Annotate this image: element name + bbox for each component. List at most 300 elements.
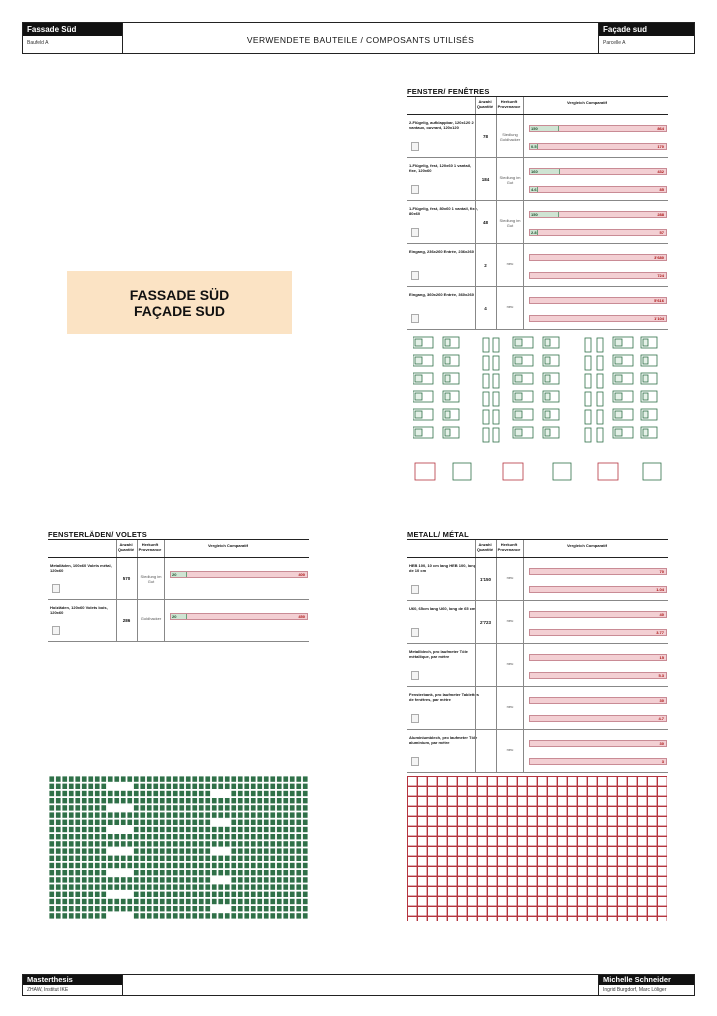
header-center-title: VERWENDETE BAUTEILE / COMPOSANTS UTILISÉS xyxy=(246,35,475,45)
shutter-tile xyxy=(303,855,309,861)
shutter-tile xyxy=(270,790,276,796)
shutter-tile xyxy=(231,891,237,897)
shutter-tile xyxy=(199,862,205,868)
comparison-bar xyxy=(529,758,667,765)
footer-right-sub: Ingrid Burgdorf, Marc Löliger xyxy=(603,987,667,993)
metal-rail xyxy=(407,786,667,787)
shutter-tile xyxy=(147,834,153,840)
shutter-tile xyxy=(277,834,283,840)
shutter-tile xyxy=(153,848,159,854)
shutter-tile xyxy=(186,790,192,796)
row-name: Holzläden, 120x60 Volets bois, 120x60 xyxy=(50,605,108,615)
shutter-tile xyxy=(264,898,270,904)
component-icon xyxy=(411,271,419,280)
window-pane xyxy=(415,393,422,400)
row-provenance: neu xyxy=(506,660,514,666)
shutter-tile xyxy=(257,884,263,890)
shutter-tile xyxy=(101,898,107,904)
shutter-tile xyxy=(179,877,185,883)
shutter-tile xyxy=(147,826,153,832)
shutter-tile xyxy=(238,834,244,840)
row-provenance: Siedlung Goldhacker xyxy=(499,131,521,142)
header-right xyxy=(598,23,694,53)
shutter-tile xyxy=(166,834,172,840)
metal-post xyxy=(417,776,418,921)
metal-rail xyxy=(407,816,667,817)
shutter-tile xyxy=(127,798,133,804)
shutter-tile xyxy=(114,776,120,782)
shutter-tile xyxy=(296,819,302,825)
shutter-tile xyxy=(244,798,250,804)
shutter-tile xyxy=(173,855,179,861)
shutter-tile xyxy=(56,848,62,854)
metal-post xyxy=(597,776,598,921)
shutter-tile xyxy=(88,913,94,919)
component-icon xyxy=(411,714,419,723)
total-value: 70 xyxy=(659,569,664,574)
shutter-tile xyxy=(218,870,224,876)
shutter-tile xyxy=(49,877,55,883)
shutter-tile xyxy=(153,891,159,897)
shutter-tile xyxy=(296,826,302,832)
shutter-tile xyxy=(166,877,172,883)
shutter-tile xyxy=(82,790,88,796)
table-row xyxy=(407,687,668,730)
shutter-tile xyxy=(231,826,237,832)
shutter-tile xyxy=(160,884,166,890)
shutter-tile xyxy=(218,798,224,804)
shutter-tile xyxy=(186,848,192,854)
shutter-tile xyxy=(101,877,107,883)
shutter-tile xyxy=(192,812,198,818)
shutter-tile xyxy=(160,826,166,832)
shutter-tile xyxy=(49,798,55,804)
metal-post xyxy=(497,776,498,921)
shutter-tile xyxy=(283,848,289,854)
shutter-tile xyxy=(251,790,257,796)
shutter-tile xyxy=(199,776,205,782)
shutter-tile xyxy=(225,805,231,811)
shutter-tile xyxy=(205,798,211,804)
shutter-tile xyxy=(140,826,146,832)
shutter-tile xyxy=(179,862,185,868)
shutter-tile xyxy=(251,884,257,890)
shutter-tile xyxy=(290,819,296,825)
component-icon xyxy=(411,671,419,680)
row-provenance: neu xyxy=(506,746,514,752)
total-value: 450 xyxy=(298,614,305,619)
shutter-tile xyxy=(257,798,263,804)
shutter-tile xyxy=(140,834,146,840)
shutter-tile xyxy=(179,891,185,897)
shutter-tile xyxy=(49,855,55,861)
shutter-tile xyxy=(75,877,81,883)
shutter-tile xyxy=(62,826,68,832)
shutter-tile xyxy=(186,826,192,832)
shutter-tile xyxy=(160,805,166,811)
shutter-tile xyxy=(101,790,107,796)
shutter-tile xyxy=(88,855,94,861)
shutter-tile xyxy=(75,790,81,796)
shutter-tile xyxy=(283,906,289,912)
shutter-tile xyxy=(290,906,296,912)
shutter-tile xyxy=(212,870,218,876)
small-window xyxy=(597,356,603,370)
window-pane xyxy=(445,357,450,364)
total-value: 3'680 xyxy=(654,255,664,260)
window-pane xyxy=(445,393,450,400)
shutter-tile xyxy=(95,855,101,861)
shutter-tile xyxy=(251,841,257,847)
row-provenance: Siedlung im Gut xyxy=(499,217,521,228)
shutter-tile xyxy=(95,862,101,868)
shutter-tile xyxy=(88,819,94,825)
shutter-tile xyxy=(264,884,270,890)
window-pane xyxy=(515,411,522,418)
shutter-tile xyxy=(69,805,75,811)
shutter-tile xyxy=(238,783,244,789)
shutter-tile xyxy=(264,870,270,876)
shutter-tile xyxy=(82,884,88,890)
shutter-tile xyxy=(62,891,68,897)
window-pane xyxy=(545,339,550,346)
reuse-segment xyxy=(530,230,538,235)
header-left-sub: Baufeld A xyxy=(27,40,49,46)
shutter-tile xyxy=(283,898,289,904)
shutter-tile xyxy=(69,841,75,847)
shutter-tile xyxy=(199,834,205,840)
shutter-tile xyxy=(153,841,159,847)
shutter-tile xyxy=(231,819,237,825)
reuse-value: 150 xyxy=(531,212,538,217)
metal-rail xyxy=(407,886,667,887)
shutter-tile xyxy=(153,855,159,861)
shutter-tile xyxy=(75,841,81,847)
shutter-tile xyxy=(264,855,270,861)
shutter-tile xyxy=(101,855,107,861)
reuse-value: 20 xyxy=(172,614,177,619)
shutter-tile xyxy=(82,855,88,861)
comparison-bar xyxy=(529,186,667,193)
shutter-tile xyxy=(257,783,263,789)
shutter-tile xyxy=(277,898,283,904)
shutter-tile xyxy=(75,862,81,868)
windows-elevation-drawing xyxy=(413,335,663,485)
comparison-bar xyxy=(529,315,667,322)
shutter-tile xyxy=(179,913,185,919)
shutter-tile xyxy=(153,906,159,912)
shutter-tile xyxy=(303,848,309,854)
shutter-tile xyxy=(186,870,192,876)
shutter-tile xyxy=(231,870,237,876)
shutter-tile xyxy=(101,819,107,825)
shutter-tile xyxy=(303,783,309,789)
small-window xyxy=(493,338,499,352)
col-qty: Anzahl Quantité xyxy=(476,542,494,552)
shutter-tile xyxy=(238,891,244,897)
shutter-tile xyxy=(147,877,153,883)
window-pane xyxy=(643,375,648,382)
window-pane xyxy=(545,375,550,382)
window-pane xyxy=(515,339,522,346)
shutter-tile xyxy=(75,870,81,876)
comparison-bar xyxy=(529,143,667,150)
shutter-tile xyxy=(108,812,114,818)
title-line-1: FASSADE SÜD xyxy=(129,286,230,303)
shutter-tile xyxy=(225,898,231,904)
shutter-tile xyxy=(290,834,296,840)
row-name: Metallblech, pro laufmeter Tôle métallique, par mètre xyxy=(409,649,468,659)
shutter-tile xyxy=(173,826,179,832)
shutter-tile xyxy=(134,798,140,804)
shutter-tile xyxy=(205,790,211,796)
shutter-tile xyxy=(95,870,101,876)
shutter-tile xyxy=(95,906,101,912)
shutter-tile xyxy=(290,848,296,854)
col-cmp: Vergleich Comparatif xyxy=(566,543,607,548)
shutter-tile xyxy=(192,819,198,825)
shutter-tile xyxy=(134,783,140,789)
shutter-tile xyxy=(95,826,101,832)
shutter-tile xyxy=(114,819,120,825)
shutter-tile xyxy=(303,790,309,796)
comparison-bar xyxy=(529,629,667,636)
shutter-tile xyxy=(69,898,75,904)
table-row xyxy=(407,158,668,201)
shutter-tile xyxy=(62,862,68,868)
shutter-tile xyxy=(192,848,198,854)
shutter-tile xyxy=(205,913,211,919)
shutter-tile xyxy=(179,848,185,854)
shutter-tile xyxy=(277,805,283,811)
page-header xyxy=(22,22,695,54)
window-pane xyxy=(615,429,622,436)
shutter-tile xyxy=(225,841,231,847)
small-window xyxy=(493,410,499,424)
col-qty: Anzahl Quantité xyxy=(117,542,135,552)
shutter-tile xyxy=(251,776,257,782)
shutter-tile xyxy=(270,906,276,912)
shutter-tile xyxy=(49,812,55,818)
shutter-tile xyxy=(88,848,94,854)
shutter-tile xyxy=(257,826,263,832)
metal-rail xyxy=(407,876,667,877)
shutter-tile xyxy=(166,870,172,876)
shutter-tile xyxy=(108,790,114,796)
shutter-tile xyxy=(127,819,133,825)
small-window xyxy=(493,374,499,388)
shutter-tile xyxy=(238,877,244,883)
shutter-tile xyxy=(179,898,185,904)
shutter-tile xyxy=(296,906,302,912)
shutter-tile xyxy=(82,870,88,876)
shutter-tile xyxy=(296,805,302,811)
row-qty: 48 xyxy=(482,219,488,225)
shutter-tile xyxy=(140,891,146,897)
shutter-tile xyxy=(173,862,179,868)
shutter-tile xyxy=(153,812,159,818)
shutter-tile xyxy=(101,848,107,854)
metal-table xyxy=(407,539,668,773)
window-pane xyxy=(515,357,522,364)
table-row xyxy=(407,244,668,287)
metal-rail xyxy=(407,866,667,867)
row-qty: 184 xyxy=(481,176,490,182)
shutter-tile xyxy=(108,776,114,782)
shutter-tile xyxy=(212,884,218,890)
shutter-tile xyxy=(166,862,172,868)
comparison-bar xyxy=(529,568,667,575)
total-value: 30 xyxy=(659,698,664,703)
shutter-tile xyxy=(95,877,101,883)
shutter-tile xyxy=(238,798,244,804)
total-value: 5'616 xyxy=(654,298,664,303)
shutter-tile xyxy=(186,884,192,890)
shutter-tile xyxy=(127,834,133,840)
shutter-tile xyxy=(212,798,218,804)
metal-post xyxy=(617,776,618,921)
shutter-tile xyxy=(205,848,211,854)
shutter-tile xyxy=(147,898,153,904)
shutter-tile xyxy=(82,812,88,818)
shutter-tile xyxy=(173,776,179,782)
shutter-tile xyxy=(231,776,237,782)
shutter-tile xyxy=(56,805,62,811)
shutter-tile xyxy=(127,877,133,883)
footer-right xyxy=(598,975,694,995)
shutter-tile xyxy=(49,898,55,904)
shutter-tile xyxy=(69,819,75,825)
shutter-tile xyxy=(296,862,302,868)
shutter-tile xyxy=(134,812,140,818)
small-window xyxy=(493,428,499,442)
shutter-tile xyxy=(179,870,185,876)
shutter-tile xyxy=(270,776,276,782)
row-qty: 2 xyxy=(484,262,487,268)
shutter-tile xyxy=(134,776,140,782)
metal-post xyxy=(547,776,548,921)
shutter-tile xyxy=(166,841,172,847)
total-value: 432 xyxy=(657,169,664,174)
window-pane xyxy=(615,339,622,346)
shutter-tile xyxy=(160,855,166,861)
shutter-tile xyxy=(192,913,198,919)
shutter-tile xyxy=(238,906,244,912)
shutter-tile xyxy=(160,862,166,868)
reuse-segment xyxy=(530,144,538,149)
shutter-tile xyxy=(270,798,276,804)
shutter-tile xyxy=(179,834,185,840)
shutter-tile xyxy=(179,841,185,847)
shutter-tile xyxy=(140,805,146,811)
window-pane xyxy=(615,411,622,418)
shutter-tile xyxy=(62,884,68,890)
shutter-tile xyxy=(225,891,231,897)
shutter-tile xyxy=(49,870,55,876)
shutter-tile xyxy=(127,841,133,847)
shutter-tile xyxy=(88,898,94,904)
shutter-tile xyxy=(212,841,218,847)
table-row xyxy=(407,558,668,601)
shutter-tile xyxy=(290,913,296,919)
shutter-tile xyxy=(134,906,140,912)
shutter-tile xyxy=(277,891,283,897)
shutter-tile xyxy=(56,812,62,818)
shutter-tile xyxy=(121,776,127,782)
table-row xyxy=(407,601,668,644)
shutter-tile xyxy=(192,798,198,804)
shutter-tile xyxy=(88,812,94,818)
shutter-tile xyxy=(179,906,185,912)
metal-rail xyxy=(407,846,667,847)
shutter-tile xyxy=(244,826,250,832)
metal-elevation-drawing xyxy=(407,776,667,921)
shutter-tile xyxy=(160,870,166,876)
comparison-bar xyxy=(529,254,667,261)
shutter-tile xyxy=(134,877,140,883)
comparison-bar xyxy=(529,586,667,593)
shutter-tile xyxy=(95,841,101,847)
shutter-tile xyxy=(186,898,192,904)
shutter-tile xyxy=(270,862,276,868)
shutter-tile xyxy=(244,841,250,847)
shutter-tile xyxy=(114,855,120,861)
shutter-tile xyxy=(277,906,283,912)
window-pane xyxy=(445,429,450,436)
shutter-tile xyxy=(199,805,205,811)
shutter-tile xyxy=(62,906,68,912)
shutter-tile xyxy=(277,798,283,804)
metal-rail xyxy=(407,826,667,827)
shutter-tile xyxy=(134,891,140,897)
shutter-tile xyxy=(82,913,88,919)
shutter-tile xyxy=(173,884,179,890)
shutter-tile xyxy=(121,884,127,890)
shutter-tile xyxy=(205,819,211,825)
shutter-tile xyxy=(212,834,218,840)
comparison-bar xyxy=(529,125,667,132)
total-value: 85 xyxy=(659,186,664,192)
shutter-tile xyxy=(303,812,309,818)
shutter-tile xyxy=(199,783,205,789)
shutter-tile xyxy=(140,898,146,904)
shutter-tile xyxy=(88,906,94,912)
shutter-tile xyxy=(140,812,146,818)
shutter-tile xyxy=(251,812,257,818)
shutter-tile xyxy=(147,913,153,919)
shutter-tile xyxy=(264,790,270,796)
shutter-tile xyxy=(62,812,68,818)
shutter-tile xyxy=(277,870,283,876)
shutter-tile xyxy=(166,913,172,919)
windows-table xyxy=(407,96,668,330)
window-pane xyxy=(415,357,422,364)
shutter-tile xyxy=(283,855,289,861)
comparison-bar xyxy=(529,672,667,679)
window-pane xyxy=(445,411,450,418)
shutter-tile xyxy=(134,848,140,854)
shutter-tile xyxy=(153,870,159,876)
shutter-tile xyxy=(186,855,192,861)
shutter-tile xyxy=(82,798,88,804)
shutter-tile xyxy=(283,819,289,825)
shutter-tile xyxy=(296,812,302,818)
shutter-tile xyxy=(108,877,114,883)
shutter-tile xyxy=(121,812,127,818)
shutter-tile xyxy=(251,877,257,883)
shutter-tile xyxy=(147,819,153,825)
shutter-tile xyxy=(264,877,270,883)
